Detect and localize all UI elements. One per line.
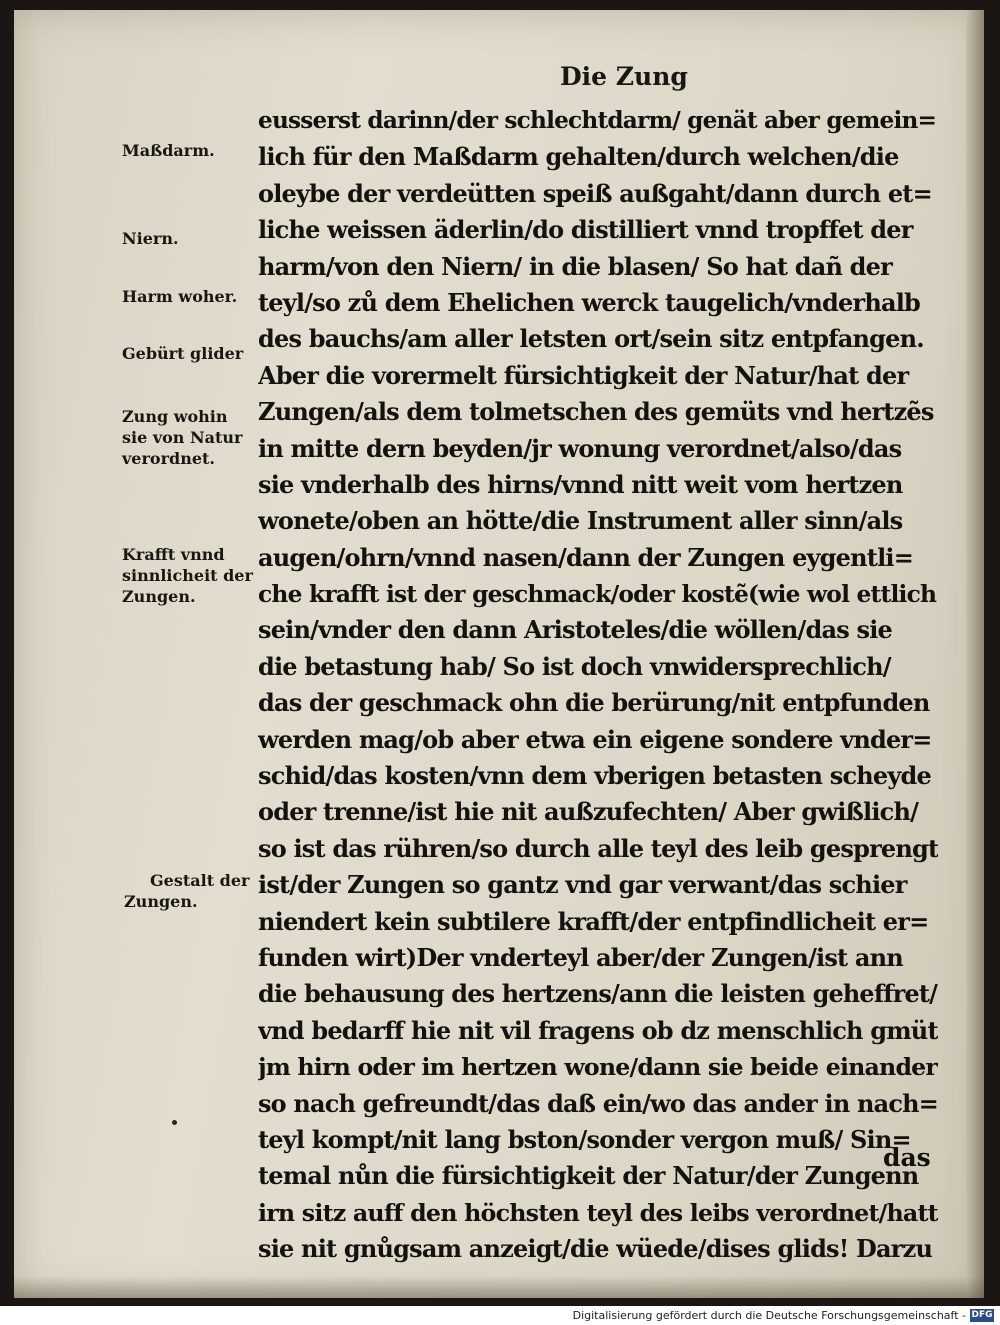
margin-note-line: Zungen.	[122, 587, 196, 606]
body-text	[258, 103, 938, 1268]
text-line: oleybe der verdeütten speiß außgaht/dann durch et=	[258, 178, 932, 208]
margin-note-line: Harm woher.	[122, 287, 238, 306]
text-line: vnd bedarff hie nit vil fragens ob dz menschlich gmüt	[258, 1015, 938, 1045]
margin-note-line: Zung wohin	[122, 407, 228, 426]
text-line: in mitte dern beyden/jr wonung verordnet/also/das	[258, 433, 902, 463]
margin-note-harm	[122, 286, 282, 307]
digitization-footer	[0, 1306, 1000, 1325]
catchword: das	[883, 1143, 931, 1172]
text-line: so ist das rühren/so durch alle teyl des leib gesprengt	[258, 833, 938, 863]
text-line: sie nit gnůgsam anzeigt/die wüede/dises glids! Darzu	[258, 1234, 933, 1264]
text-line: irn sitz auff den höchsten teyl des leibs verordnet/hatt	[258, 1198, 938, 1227]
text-line: lich für den Maßdarm gehalten/durch welchen/die	[258, 142, 899, 172]
page-edge	[966, 10, 984, 1298]
page-shadow	[14, 1276, 984, 1298]
text-line: augen/ohrn/vnnd nasen/dann der Zungen eygentli=	[258, 542, 914, 572]
text-line: funden wirt)Der vnderteyl aber/der Zungen/ist ann	[258, 942, 903, 972]
text-line: werden mag/ob aber etwa ein eigene sondere vnder=	[258, 724, 932, 754]
margin-note-line: Gebürt glider	[122, 344, 244, 363]
text-line: sein/vnder den dann Aristoteles/die wöllen/das sie	[258, 615, 893, 645]
text-line: harm/von den Niern/ in die blasen/ So hat dañ der	[258, 251, 892, 281]
margin-note-line: Niern.	[122, 229, 179, 248]
margin-note-line: Gestalt der	[150, 871, 250, 890]
margin-note-line: Zungen.	[124, 892, 198, 911]
text-line: ist/der Zungen so gantz vnd gar verwant/das schier	[258, 870, 907, 900]
text-line: so nach gefreundt/das daß ein/wo das ander in nach=	[258, 1089, 938, 1118]
text-line: eusserst darinn/der schlechtdarm/ genät aber gemein=	[258, 107, 937, 134]
text-line: das der geschmack ohn die berürung/nit entpfunden	[258, 688, 930, 718]
text-line: schid/das kosten/vnn dem vberigen betasten scheyde	[258, 761, 931, 791]
text-line: sie vnderhalb des hirns/vnnd nitt weit vom hertzen	[258, 469, 903, 499]
dfg-logo: DFG	[971, 1310, 993, 1320]
text-line: des bauchs/am aller letsten ort/sein sitz entpfangen.	[258, 324, 924, 354]
margin-note-niern	[122, 228, 282, 249]
text-line: liche weissen äderlin/do distilliert vnnd tropffet der	[258, 215, 913, 245]
margin-note-krafft	[122, 544, 282, 607]
text-line: wonete/oben an hötte/die Instrument aller sinn/als	[258, 506, 903, 536]
text-line: temal nůn die fürsichtigkeit der Natur/der Zungenn	[258, 1161, 919, 1191]
running-head: Die Zung	[560, 62, 688, 91]
text-line: che krafft ist der geschmack/oder kostẽ(wie wol ettlich	[258, 580, 937, 609]
text-line: teyl kompt/nit lang bston/sonder vergon muß/ Sin=	[258, 1124, 911, 1154]
margin-note-line: sie von Natur	[122, 428, 243, 447]
text-line: oder trenne/ist hie nit außzufechten/ Aber gwißlich/	[258, 797, 919, 827]
text-line: jm hirn oder im hertzen wone/dann sie beide einander	[258, 1053, 938, 1082]
text-line: die betastung hab/ So ist doch vnwidersprechlich/	[258, 651, 891, 681]
text-line: teyl/so zů dem Ehelichen werck taugelich/vnderhalb	[258, 287, 921, 317]
text-line: Aber die vorermelt fürsichtigkeit der Natur/hat der	[258, 360, 909, 390]
margin-note-gebuert	[122, 343, 282, 364]
text-line: niendert kein subtilere krafft/der entpfindlicheit er=	[258, 906, 929, 936]
text-line: Zungen/als dem tolmetschen des gemüts vnd hertzẽs	[258, 397, 934, 427]
margin-note-line: sinnlicheit der	[122, 566, 253, 585]
footer-credit-text: Digitalisierung gefördert durch die Deutsche Forschungsgemeinschaft -	[572, 1309, 966, 1322]
margin-note-zung-wohin	[122, 406, 282, 469]
margin-note-gestalt	[124, 870, 310, 912]
margin-note-line: Maßdarm.	[122, 141, 215, 160]
margin-note-line: verordnet.	[122, 449, 215, 468]
text-line: die behausung des hertzens/ann die leisten geheffret/	[258, 980, 938, 1009]
margin-note-line: Krafft vnnd	[122, 545, 225, 564]
margin-note-massdarm	[122, 140, 282, 161]
ink-dot	[172, 1120, 177, 1125]
